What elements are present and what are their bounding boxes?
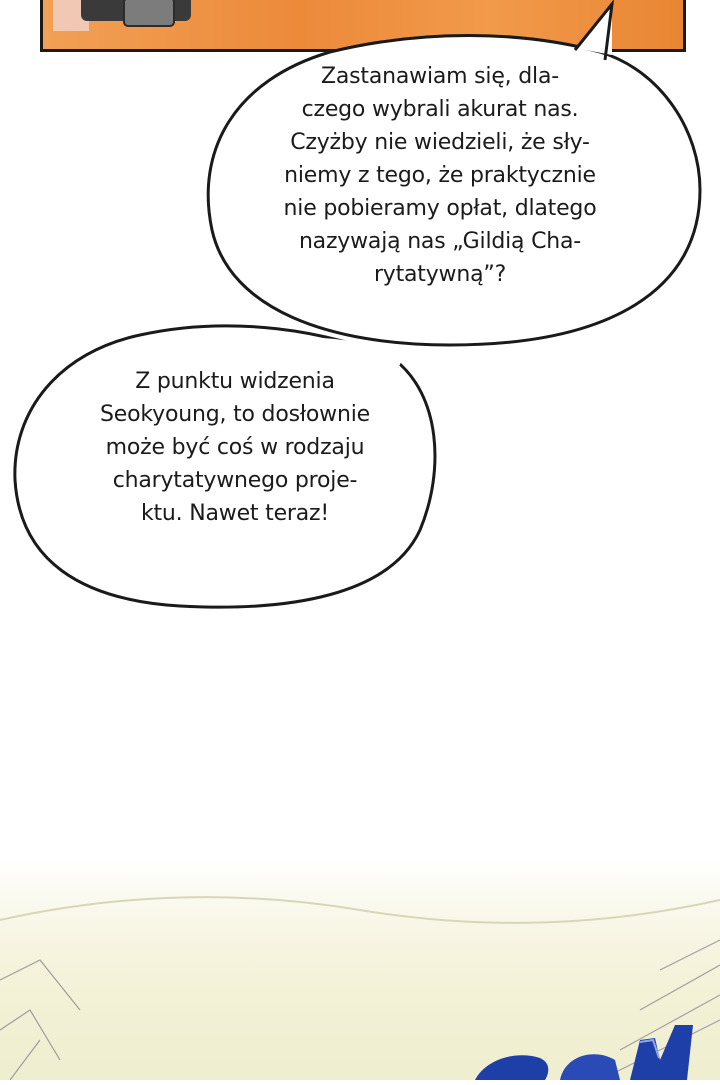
speech-bubble-1-text: Zastanawiam się, dla- czego wybrali akurat nas. Czyżby nie wiedzieli, że sły- niemy z tego, że praktycznie nie pobieramy opłat, dlatego nazywają nas „Gildią Cha- rytatywną”? (283, 64, 597, 287)
title-logo-art (455, 1020, 720, 1080)
speech-bubble-2-text: Z punktu widzenia Seokyoung, to dosłownie może być coś w rodzaju charytatywnego proje- ktu. Nawet teraz! (100, 369, 370, 526)
